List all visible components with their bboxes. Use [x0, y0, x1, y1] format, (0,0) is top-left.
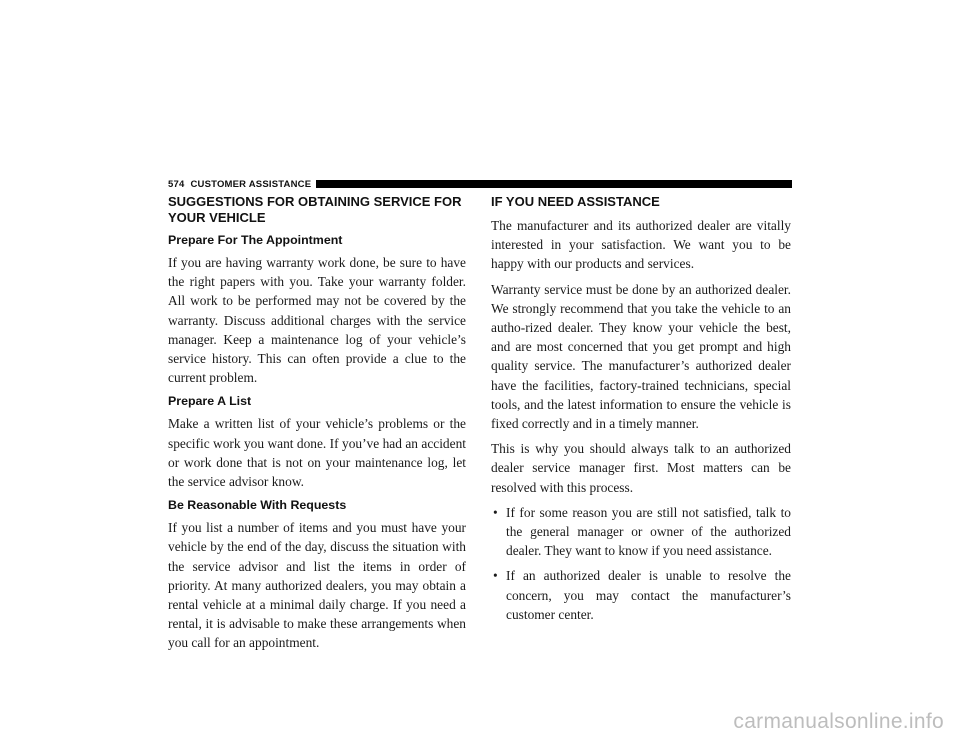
- bullet-text: If for some reason you are still not satisfied, talk to the general manager or owner of the authorized dealer. They want to know if you need assistance.: [506, 504, 791, 559]
- assistance-intro-paragraph: The manufacturer and its authorized dealer are vitally interested in your satisfaction. We want you to be happy with our products and services.: [491, 218, 791, 272]
- right-column: [491, 194, 791, 630]
- left-column: [168, 194, 466, 659]
- header-rule: [316, 180, 792, 188]
- warranty-service-paragraph: Warranty service must be done by an authorized dealer. We strongly recommend that you take the vehicle to an autho-rized dealer. They know your vehicle the best, and are most concerned that you get prompt and high quality service. The manufacturer’s authorized dealer have the facilities, factory-trained technicians, special tools, and the latest information to ensure the vehicle is fixed correctly and in a timely manner.: [491, 281, 791, 432]
- prepare-appointment-subheading: Prepare For The Appointment: [168, 233, 343, 247]
- running-header: [168, 177, 792, 191]
- prepare-list-subheading: Prepare A List: [168, 394, 252, 409]
- bullet-text: If an authorized dealer is unable to resolve the concern, you may contact the manufacturer’s customer center.: [506, 568, 791, 622]
- service-suggestions-heading: SUGGESTIONS FOR OBTAINING SERVICE FOR YOUR VEHICLE: [168, 194, 462, 225]
- section-title: CUSTOMER ASSISTANCE: [190, 178, 312, 190]
- reasonable-requests-subheading: Be Reasonable With Requests: [168, 498, 347, 513]
- page-number: 574: [168, 178, 185, 190]
- bullet-icon: •: [493, 504, 498, 520]
- service-manager-paragraph: This is why you should always talk to an authorized dealer service manager first. Most matters can be resolved with this process.: [491, 441, 791, 495]
- prepare-list-paragraph: Make a written list of your vehicle’s problems or the specific work you want done. If you’ve had an accident or work done that is not on your maintenance log, let the service advisor know.: [168, 416, 466, 490]
- prepare-appointment-paragraph: If you are having warranty work done, be sure to have the right papers with you. Take your warranty folder. All work to be performed may not be covered by the warranty. Discuss additional charges with the service manager. Keep a maintenance log of your vehicle’s service history. This can often provide a clue to the current problem.: [168, 255, 466, 386]
- list-item: [491, 503, 791, 561]
- bullet-icon: •: [493, 568, 498, 584]
- assistance-bullet-list: [491, 503, 791, 624]
- watermark: carmanualsonline.info: [733, 710, 944, 733]
- assistance-heading: IF YOU NEED ASSISTANCE: [491, 194, 660, 209]
- reasonable-requests-paragraph: If you list a number of items and you must have your vehicle by the end of the day, discuss the situation with the service advisor and list the items in order of priority. At many authorized dealers, you may obtain a rental vehicle at a minimal daily charge. If you need a rental, it is advisable to make these arrangements when you call for an appointment.: [168, 520, 466, 651]
- list-item: [491, 566, 791, 624]
